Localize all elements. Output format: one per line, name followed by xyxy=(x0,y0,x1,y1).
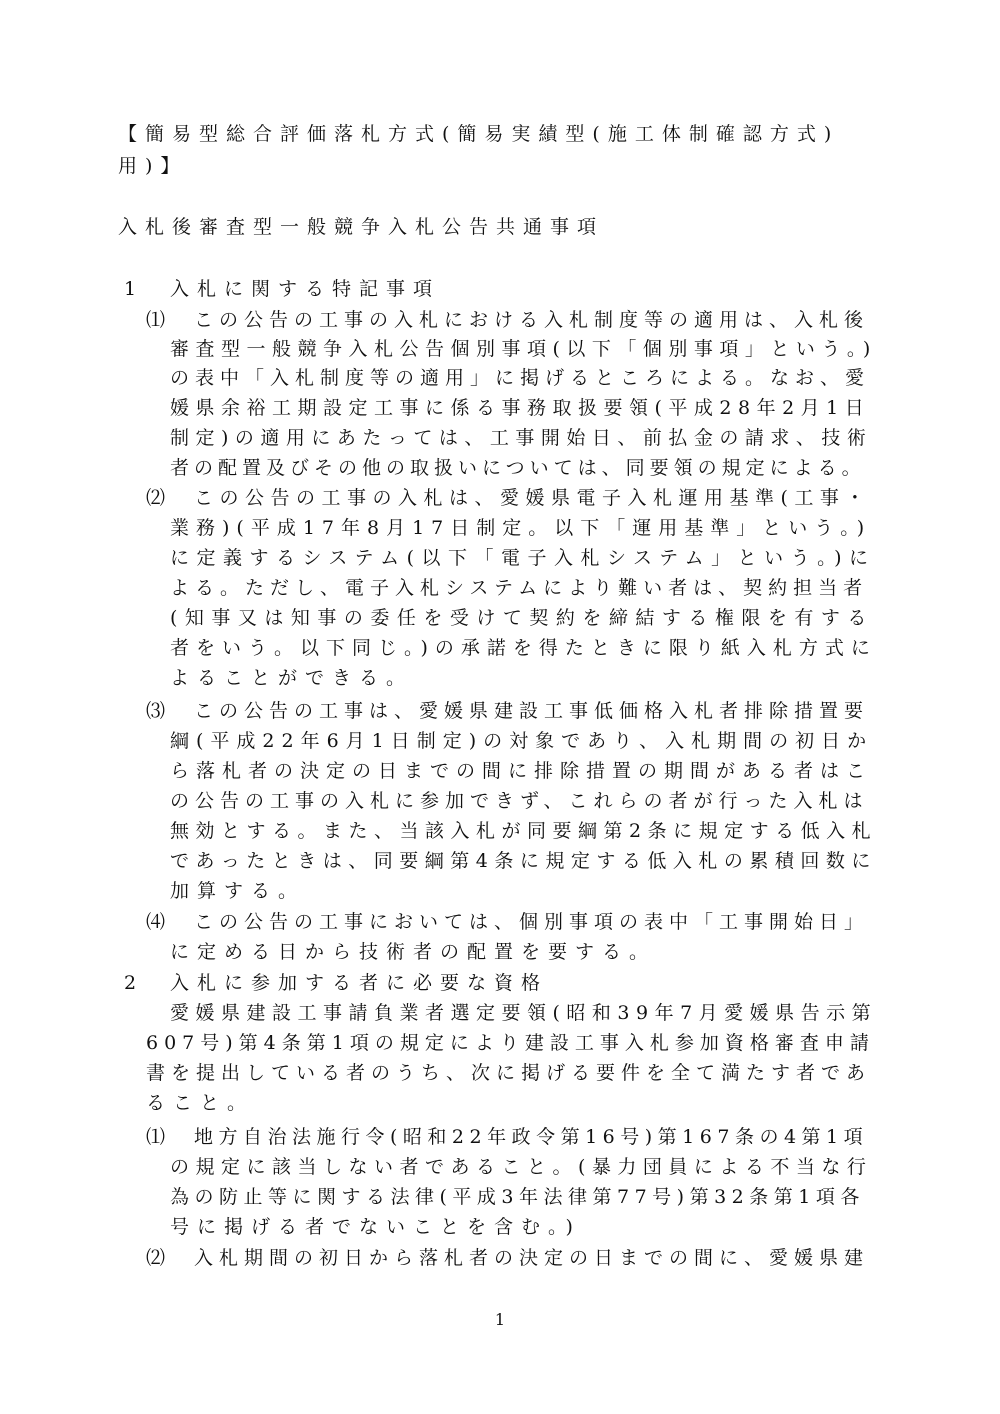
item-1-1-marker: ⑴ xyxy=(146,309,166,331)
document-title-continued: 用)】 xyxy=(118,155,188,177)
section-1-number: 1 xyxy=(124,278,137,300)
item-1-3-line: 綱(平成22年6月1日制定)の対象であり、入札期間の初日か xyxy=(170,730,874,752)
item-1-4-line: に定める日から技術者の配置を要する。 xyxy=(170,941,657,963)
item-1-2-line: 業務)(平成17年8月17日制定。以下「運用基準」という。) xyxy=(170,517,872,539)
item-2-1-line: 為の防止等に関する法律(平成3年法律第77号)第32条第1項各 xyxy=(170,1186,865,1208)
section-2-number: 2 xyxy=(124,972,137,994)
item-1-1-line: この公告の工事の入札における入札制度等の適用は、入札後 xyxy=(194,309,870,331)
page-number: 1 xyxy=(494,1310,506,1329)
section-2-intro-line: 愛媛県建設工事請負業者選定要領(昭和39年7月愛媛県告示第 xyxy=(170,1002,878,1024)
item-1-3-marker: ⑶ xyxy=(146,700,166,722)
item-1-2-marker: ⑵ xyxy=(146,487,166,509)
item-2-1-line: 地方自治法施行令(昭和22年政令第16号)第167条の4第1項 xyxy=(194,1126,869,1148)
item-1-2-line: この公告の工事の入札は、愛媛県電子入札運用基準(工事・ xyxy=(194,487,871,509)
item-1-1-line: の表中「入札制度等の適用」に掲げるところによる。なお、愛 xyxy=(170,367,871,389)
item-1-2-line: (知事又は知事の委任を受けて契約を締結する権限を有する xyxy=(170,607,874,629)
item-2-1-line: の規定に該当しない者であること。(暴力団員による不当な行 xyxy=(170,1156,873,1178)
section-2-intro-line: 607号)第4条第1項の規定により建設工事入札参加資格審査申請 xyxy=(146,1032,875,1054)
item-1-2-line: に定義するシステム(以下「電子入札システム」という。)に xyxy=(170,547,876,569)
item-1-3-line: 無効とする。また、当該入札が同要綱第2条に規定する低入札 xyxy=(170,820,878,842)
section-2-heading: 入札に参加する者に必要な資格 xyxy=(170,972,549,994)
item-1-2-line: よる。ただし、電子入札システムにより難い者は、契約担当者 xyxy=(170,577,869,599)
item-1-1-line: 者の配置及びその他の取扱いについては、同要領の規定による。 xyxy=(170,457,866,479)
item-1-1-line: 媛県余裕工期設定工事に係る事務取扱要領(平成28年2月1日 xyxy=(170,397,871,419)
item-1-1-line: 審査型一般競争入札公告個別事項(以下「個別事項」という。) xyxy=(170,338,877,360)
item-1-3-line: の公告の工事の入札に参加できず、これらの者が行った入札は xyxy=(170,790,869,812)
item-1-4-marker: ⑷ xyxy=(146,911,166,933)
item-2-1-marker: ⑴ xyxy=(146,1126,166,1148)
section-2-intro-line: 書を提出している者のうち、次に掲げる要件を全て満たす者であ xyxy=(146,1062,872,1084)
section-1-heading: 入札に関する特記事項 xyxy=(170,278,441,300)
item-1-4-line: この公告の工事においては、個別事項の表中「工事開始日」 xyxy=(194,911,870,933)
item-2-2-marker: ⑵ xyxy=(146,1247,166,1269)
section-2-intro-line: ること。 xyxy=(146,1092,255,1114)
item-2-1-line: 号に掲げる者でないことを含む。) xyxy=(170,1216,581,1238)
item-1-3-line: であったときは、同要綱第4条に規定する低入札の累積回数に xyxy=(170,850,877,872)
document-title: 【簡易型総合評価落札方式(簡易実績型(施工体制確認方式) xyxy=(118,123,840,145)
item-1-3-line: この公告の工事は、愛媛県建設工事低価格入札者排除措置要 xyxy=(194,700,870,722)
item-1-2-line: よることができる。 xyxy=(170,667,414,689)
item-1-2-line: 者をいう。以下同じ。)の承諾を得たときに限り紙入札方式に xyxy=(170,637,877,659)
item-1-1-line: 制定)の適用にあたっては、工事開始日、前払金の請求、技術 xyxy=(170,427,873,449)
item-2-2-line: 入札期間の初日から落札者の決定の日までの間に、愛媛県建 xyxy=(194,1247,870,1269)
document-subtitle: 入札後審査型一般競争入札公告共通事項 xyxy=(118,216,605,238)
item-1-3-line: 加算する。 xyxy=(170,880,306,902)
item-1-3-line: ら落札者の決定の日までの間に排除措置の期間がある者はこ xyxy=(170,760,873,782)
